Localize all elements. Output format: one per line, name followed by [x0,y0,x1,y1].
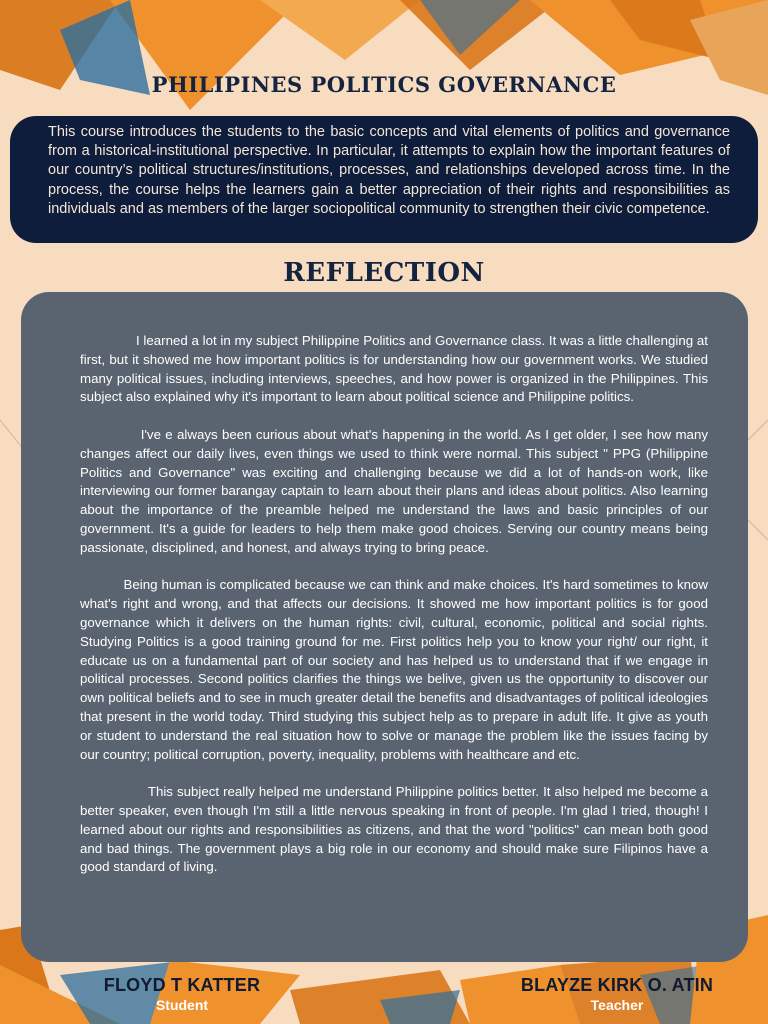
reflection-paragraph-1: I learned a lot in my subject Philippine Politics and Governance class. It was a little challenging at first, but it showed me how important politics is for understanding how our government works. We studied many political issues, including interviews, speeches, and how power is organized in the Philippines. This subject also explained why it's important to learn about political science and Philippine politics. [80,333,708,405]
teacher-role: Teacher [590,997,644,1013]
deco-line [748,520,768,540]
teacher-signature [508,975,726,1013]
student-signature [97,975,267,1013]
reflection-paragraph-4: This subject really helped me understand Philippine politics better. It also helped me become a better speaker, even though I'm still a little nervous speaking in front of people. I'm glad I tried, though! I learned about our rights and responsibilities as citizens, and that the word "politics" can mean both good and bad things. The government plays a big role in our economy and should make sure Filipinos have a good standard of living. [80,784,708,875]
reflection-card [21,292,748,962]
student-role: Student [155,997,209,1013]
course-description-text: This course introduces the students to the basic concepts and vital elements of politics and governance from a historical-institutional perspective. In particular, it attempts to explain how the important features of our country’s political structures/institutions, processes, and relationships developed across time. In the process, the course helps the learners gain a better appreciation of their rights and responsibilities as individuals and as members of the larger sociopolitical community to strengthen their civic competence. [48,124,730,217]
reflection-paragraph-2: I've e always been curious about what's happening in the world. As I get older, I see how many changes affect our daily lives, even things we used to think were normal. This subject " PPG (Philippine Politics and Governance" was exciting and challenging because we did a lot of hands-on work, like interviewing our former barangay captain to learn about their plans and ideas about politics. Also learning about the importance of the preamble helped me understand the laws and basic principles of our government. It's a guide for leaders to help them make good choices. Serving our country means being passionate, disciplined, and honest, and always trying to bring peace. [80,426,708,555]
top-shape-mid-2 [260,0,420,60]
reflection-heading: REFLECTION [283,258,485,288]
student-name: FLOYD T KATTER [103,975,261,995]
page-title: PHILIPINES POLITICS GOVERNANCE [151,72,617,97]
reflection-paragraph-3: Being human is complicated because we can think and make choices. It's hard sometimes to know what's right and wrong, and that affects our decisions. It showed me how important politics is for good governance which it delivers on the human rights: civil, cultural, economic, political and social rights. Studying Politics is a good training ground for me. First politics help you to know your right/ our right, it educate us on a fundamental part of our society and has helped us to understand that if we engage in political processes. Second politics clarifies the things we belive, given us the opportunity to discover our own political beliefs and to see in much greater detail the benefits and disadvantages of political ideologies that present in the world today. Third studying this subject help as to prepare in adult life. It give as youth or student to understand the real situation how to solve or manage the problem like the issues facing by our country; political corruption, poverty, inequality, problems with healthcare and etc. [80,577,708,762]
teacher-name: BLAYZE KIRK O. ATIN [520,975,714,995]
course-description-box [10,116,758,243]
deco-line [748,420,768,440]
